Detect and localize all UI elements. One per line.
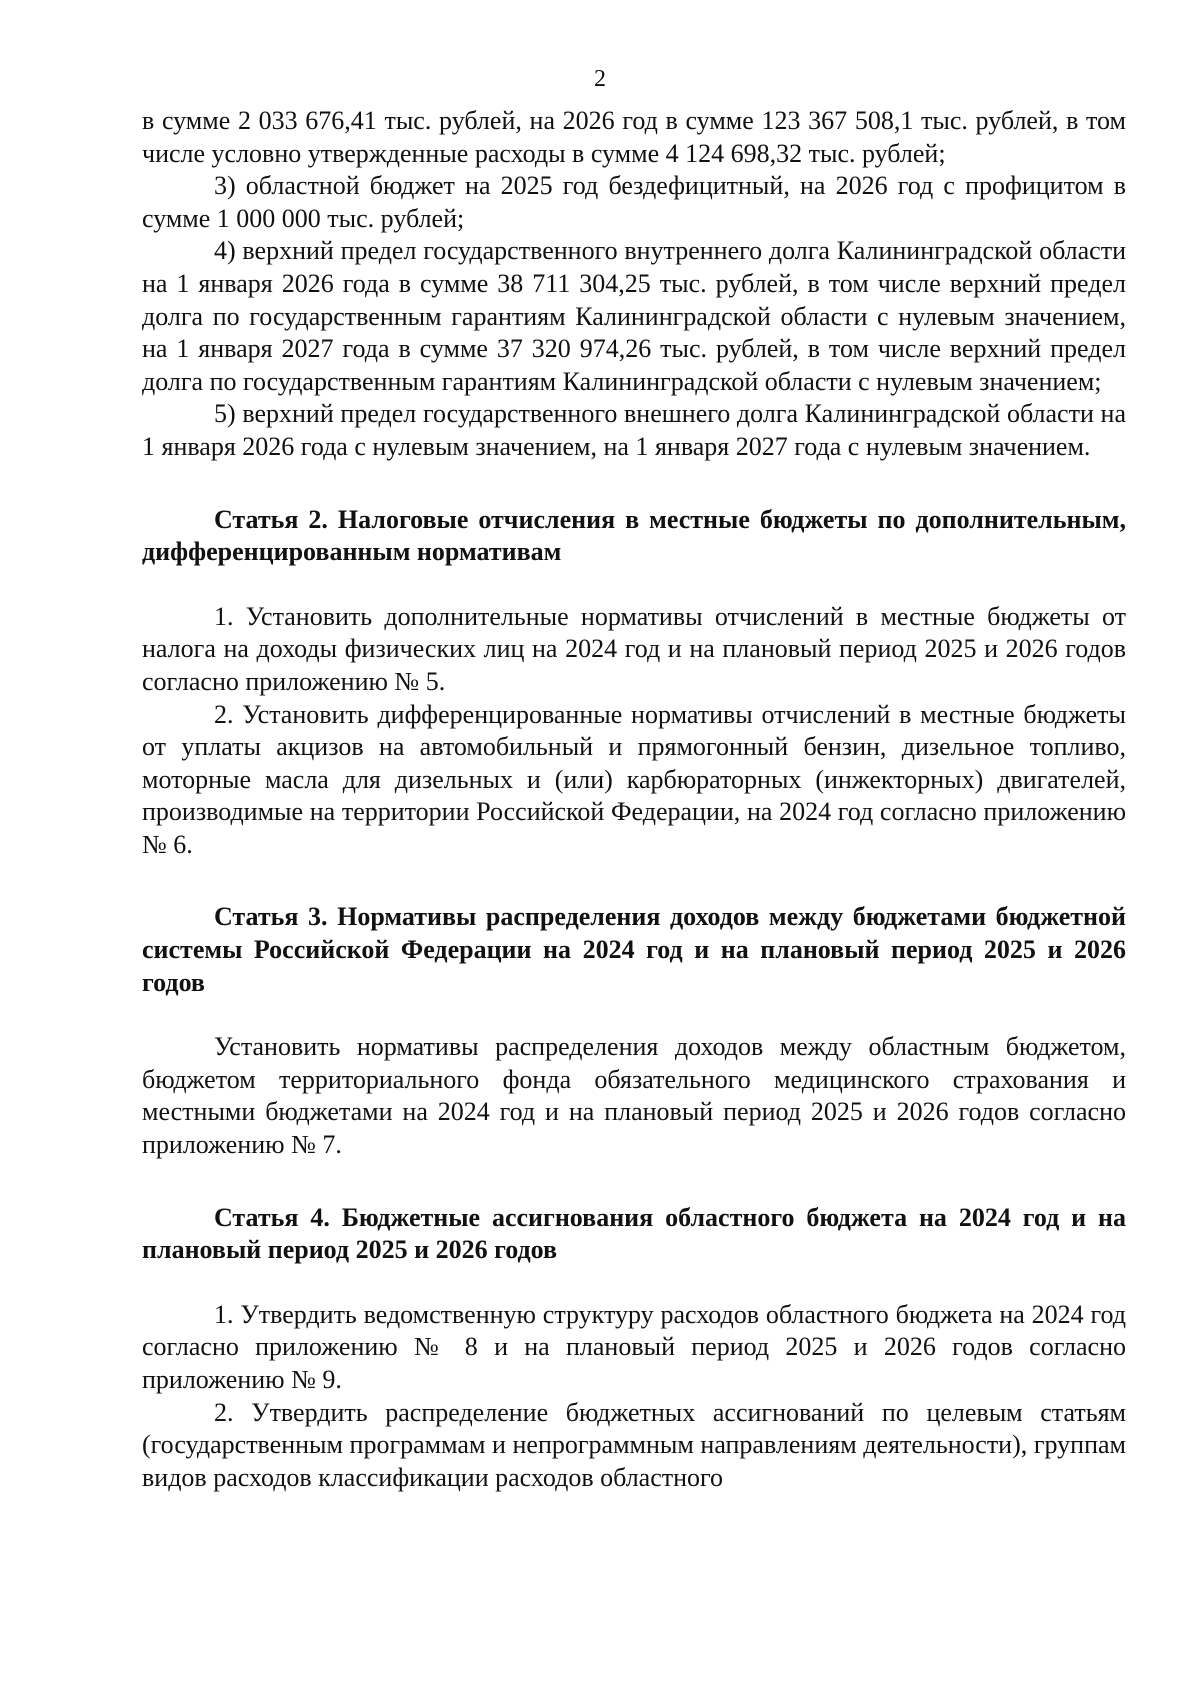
article-4-paragraph-2: 2. Утвердить распределение бюджетных ассигнований по целевым статьям (государственным программам и непрограммным направлениям деятельности), группам видов расходов классификации расходов областного [142,1397,1126,1492]
paragraph-item-4: 4) верхний предел государственного внутреннего долга Калининградской области на 1 января 2026 года в сумме 38 711 304,25 тыс. рублей, в том числе верхний предел долга по государственным гарантиям Калининградской области с нулевым значением, на 1 января 2027 года в сумме 37 320 974,26 тыс. рублей, в том числе верхний предел долга по государственным гарантиям Калининградской области с нулевым значением; [142,236,1126,396]
article-4-heading: Статья 4. Бюджетные ассигнования областного бюджета на 2024 год и на плановый период 2025 и 2026 годов [142,1202,1126,1265]
article-4-paragraph-1: 1. Утвердить ведомственную структуру расходов областного бюджета на 2024 год согласно приложению № 8 и на плановый период 2025 и 2026 годов согласно приложению № 9. [142,1299,1126,1394]
article-3-heading: Статья 3. Нормативы распределения доходов между бюджетами бюджетной системы Российской Федерации на 2024 год и на плановый период 2025 и 2026 годов [142,902,1126,997]
article-3-paragraph-1: Установить нормативы распределения доходов между областным бюджетом, бюджетом территориального фонда обязательного медицинского страхования и местными бюджетами на 2024 год и на плановый период 2025 и 2026 годов согласно приложению № 7. [142,1032,1126,1160]
document-body [142,105,1126,1494]
article-2-paragraph-1: 1. Установить дополнительные нормативы отчислений в местные бюджеты от налога на доходы физических лиц на 2024 год и на плановый период 2025 и 2026 годов согласно приложению № 5. [142,601,1126,696]
paragraph-item-3: 3) областной бюджет на 2025 год бездефицитный, на 2026 год с профицитом в сумме 1 000 000 тыс. рублей; [142,171,1126,233]
paragraph-continuation: в сумме 2 033 676,41 тыс. рублей, на 2026 год в сумме 123 367 508,1 тыс. рублей, в том числе условно утвержденные расходы в сумме 4 124 698,32 тыс. рублей; [142,106,1126,168]
page-number: 2 [594,66,606,92]
article-2-paragraph-2: 2. Установить дифференцированные нормативы отчислений в местные бюджеты от уплаты акцизов на автомобильный и прямогонный бензин, дизельное топливо, моторные масла для дизельных и (или) карбюраторных (инжекторных) двигателей, производимые на территории Российской Федерации, на 2024 год согласно приложению № 6. [142,699,1126,859]
paragraph-item-5: 5) верхний предел государственного внешнего долга Калининградской области на 1 января 2026 года с нулевым значением, на 1 января 2027 года с нулевым значением. [142,399,1126,461]
article-2-heading: Статья 2. Налоговые отчисления в местные бюджеты по дополнительным, дифференцированным нормативам [142,504,1126,567]
